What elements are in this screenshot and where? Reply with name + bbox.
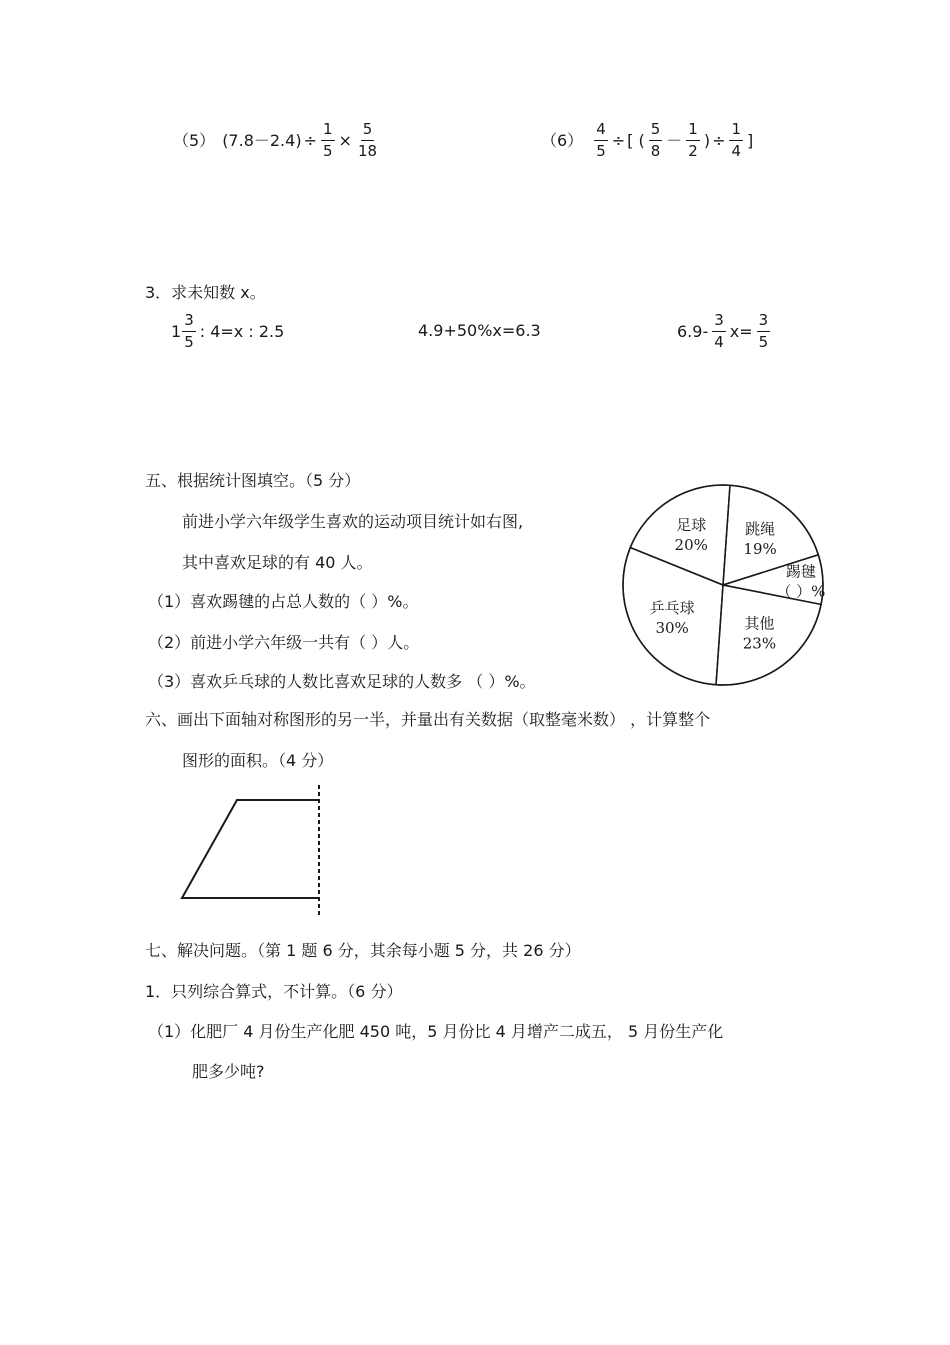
q6-frac3: $\frac{1}{2}$ [688, 120, 698, 160]
equation-2: 4.9+50%x=6.3 [418, 321, 541, 340]
q6-rp: ) [703, 130, 711, 150]
section7-sub1: 1．只列综合算式，不计算。（6 分） [145, 982, 403, 1001]
pie-label-name-0: 足球 [676, 516, 707, 535]
pie-label-name-2: 踢毽 [785, 562, 816, 581]
section5-q3: （3）喜欢乒乓球的人数比喜欢足球的人数多 （ ）%。 [148, 672, 536, 691]
section6-heading: 六、画出下面轴对称图形的另一半，并量出有关数据（取整毫米数） ，计算整个 [145, 710, 711, 729]
section5-q1: （1）喜欢踢毽的占总人数的（ ）%。 [148, 592, 419, 611]
pie-label-name-1: 跳绳 [745, 519, 776, 538]
equation-3: 6.9- $\frac{3}{4}$ x= $\frac{3}{5}$ [677, 311, 769, 351]
q6-lb: [ ( [627, 130, 645, 150]
trapezoid-outline [182, 800, 319, 898]
section6-line2: 图形的面积。（4 分） [182, 751, 334, 770]
problem1-line1: （1）化肥厂 4 月份生产化肥 450 吨，5 月份比 4 月增产二成五， 5 月份生产化 [148, 1022, 724, 1041]
trapezoid-half-figure [175, 785, 335, 915]
pie-label-value-4: 30% [655, 618, 689, 637]
pie-label-name-4: 乒乓球 [649, 598, 695, 617]
pie-label-value-3: 23% [742, 634, 777, 653]
q6-div2: ÷ [712, 130, 726, 150]
problem1-line2: 肥多少吨? [192, 1062, 265, 1081]
q6-frac1: $\frac{4}{5}$ [596, 120, 606, 160]
calc-q6 [540, 122, 754, 159]
q6-minus: － [666, 130, 683, 150]
q6-frac2: $\frac{5}{8}$ [650, 120, 661, 160]
q5-paren: (7.8－2.4) [222, 130, 302, 150]
q5-frac1: $\frac{1}{5}$ [322, 120, 333, 160]
calc-q5 [172, 122, 382, 159]
q6-frac4: $\frac{1}{4}$ [731, 120, 742, 160]
q5-label: （5） [173, 130, 216, 150]
pie-label-value-2: （ ）% [776, 582, 826, 601]
section5-intro1: 前进小学六年级学生喜欢的运动项目统计如右图, [182, 512, 524, 531]
equation-1: 1 $\frac{3}{5}$ : 4=x : 2.5 [171, 311, 285, 351]
pie-label-value-1: 19% [743, 539, 777, 558]
q5-times: × [338, 130, 352, 150]
sports-pie-chart [618, 480, 828, 690]
q6-label: （6） [541, 130, 584, 150]
pie-label-name-3: 其他 [744, 614, 775, 633]
section7-heading: 七、解决问题。（第 1 题 6 分，其余每小题 5 分，共 26 分） [145, 941, 581, 960]
q6-rb: ] [747, 130, 754, 150]
section5-q2: （2）前进小学六年级一共有（ ）人。 [148, 633, 420, 652]
q5-frac2: $\frac{5}{18}$ [357, 120, 378, 160]
q5-div: ÷ [303, 130, 317, 150]
q6-div1: ÷ [611, 130, 626, 150]
section5-heading: 五、根据统计图填空。（5 分） [145, 471, 361, 490]
section5-intro2: 其中喜欢足球的有 40 人。 [182, 553, 373, 572]
pie-label-value-0: 20% [674, 536, 708, 555]
pie-slice-0 [630, 485, 730, 585]
equations-heading: 3．求未知数 x。 [145, 283, 266, 302]
